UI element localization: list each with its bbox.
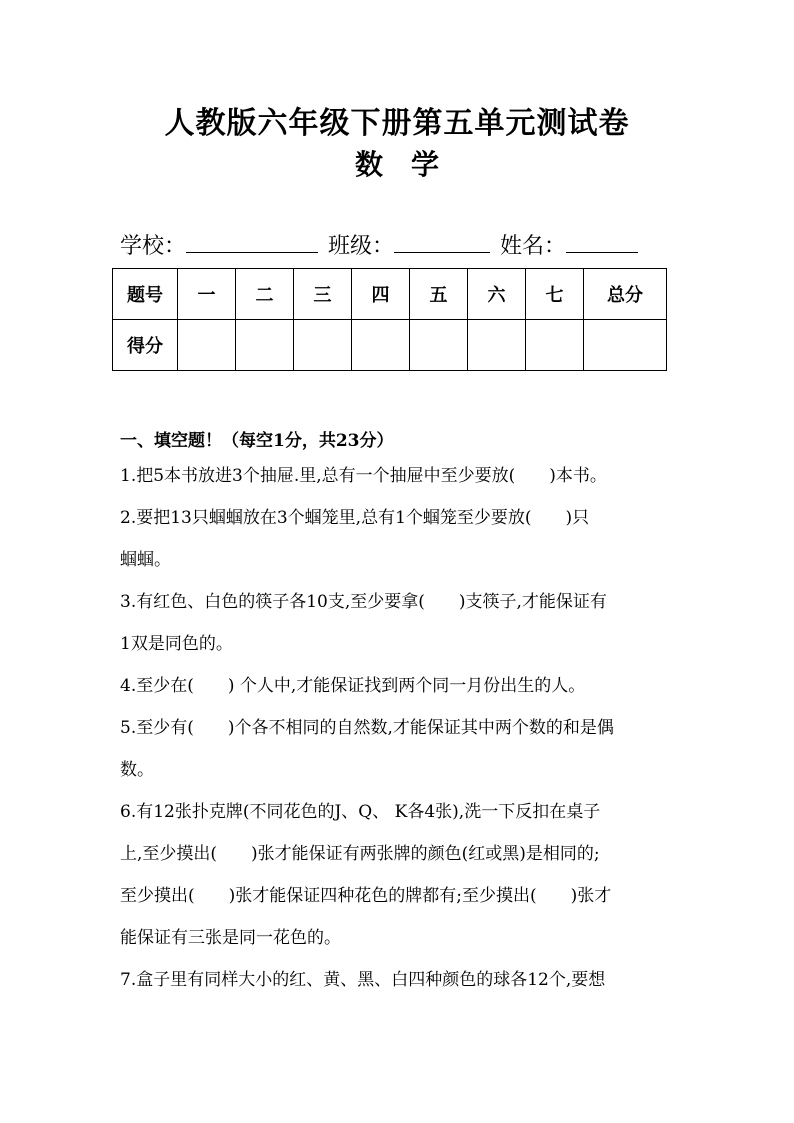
- question-3-line-1: 3.有红色、白色的筷子各10支,至少要拿( )支筷子,才能保证有: [120, 592, 607, 612]
- score-cell[interactable]: [178, 320, 236, 371]
- question-7-line-1: 7.盒子里有同样大小的红、黄、黑、白四种颜色的球各12个,要想: [120, 970, 606, 990]
- table-row-scores: [113, 320, 667, 371]
- score-cell[interactable]: [468, 320, 526, 371]
- table-cell: 得分: [113, 320, 178, 371]
- table-row-question-numbers: [113, 269, 667, 320]
- table-cell: 题号: [113, 269, 178, 320]
- class-blank[interactable]: [394, 228, 490, 253]
- question-5-line-2: 数。: [120, 760, 154, 780]
- school-label: 学校：: [120, 234, 187, 259]
- table-cell: 七: [526, 269, 584, 320]
- section-heading: 一、填空题！（每空1分，共23分）: [120, 431, 394, 451]
- score-cell[interactable]: [294, 320, 352, 371]
- class-label: 班级：: [328, 234, 395, 259]
- question-1: 1.把5本书放进3个抽屉.里,总有一个抽屉中至少要放( )本书。: [120, 466, 607, 486]
- student-info-line: [120, 228, 680, 260]
- question-5-line-1: 5.至少有( )个各不相同的自然数,才能保证其中两个数的和是偶: [120, 718, 614, 738]
- question-2-line-2: 蝈蝈。: [120, 550, 171, 570]
- score-table: [112, 268, 667, 371]
- school-blank[interactable]: [186, 228, 318, 253]
- table-cell: 四: [352, 269, 410, 320]
- table-cell: 总分: [584, 269, 667, 320]
- score-cell[interactable]: [526, 320, 584, 371]
- question-6-line-1: 6.有12张扑克牌(不同花色的J、Q、 K各4张),洗一下反扣在桌子: [120, 802, 601, 822]
- question-6-line-4: 能保证有三张是同一花色的。: [120, 928, 341, 948]
- document-title: 人教版六年级下册第五单元测试卷: [164, 106, 630, 141]
- question-4: 4.至少在( ) 个人中,才能保证找到两个同一月份出生的人。: [120, 676, 586, 696]
- question-6-line-3: 至少摸出( )张才能保证四种花色的牌都有;至少摸出( )张才: [120, 886, 612, 906]
- score-cell[interactable]: [352, 320, 410, 371]
- name-label: 姓名：: [500, 234, 567, 259]
- table-cell: 一: [178, 269, 236, 320]
- question-6-line-2: 上,至少摸出( )张才能保证有两张牌的颜色(红或黑)是相同的;: [120, 844, 600, 864]
- question-3-line-2: 1双是同色的。: [120, 634, 233, 654]
- question-2-line-1: 2.要把13只蝈蝈放在3个蝈笼里,总有1个蝈笼至少要放( )只: [120, 508, 590, 528]
- table-cell: 三: [294, 269, 352, 320]
- table-cell: 二: [236, 269, 294, 320]
- name-blank[interactable]: [566, 228, 638, 253]
- subject-title: 数 学: [354, 148, 439, 181]
- table-cell: 六: [468, 269, 526, 320]
- table-cell: 五: [410, 269, 468, 320]
- score-cell[interactable]: [236, 320, 294, 371]
- score-cell[interactable]: [410, 320, 468, 371]
- score-cell[interactable]: [584, 320, 667, 371]
